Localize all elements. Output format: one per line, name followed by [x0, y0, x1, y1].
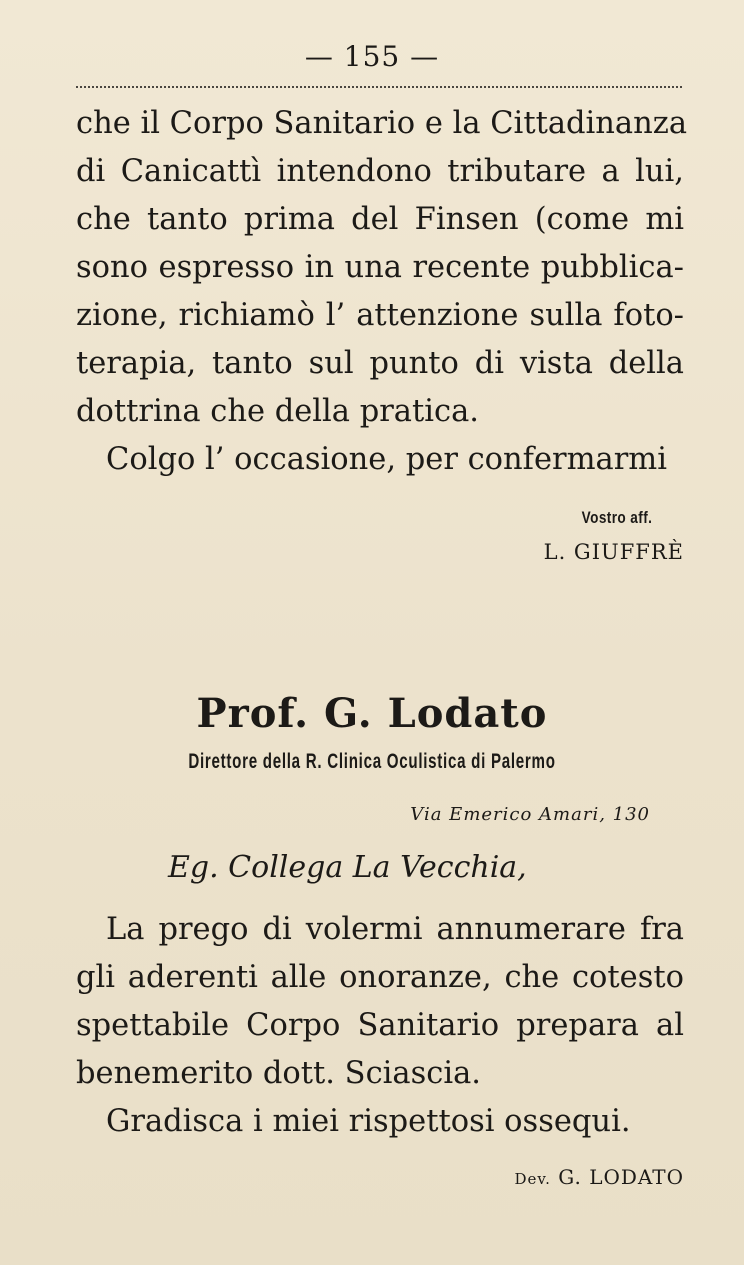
closing-name: G. LODATO: [558, 1165, 684, 1189]
text-line: gli aderenti alle onoranze, che cotesto: [76, 960, 684, 995]
text-line: che tanto prima del Finsen (come mi: [76, 202, 684, 237]
text-line: sono espresso in una recente pubblica-: [76, 250, 684, 285]
letterhead-title: Direttore della R. Clinica Oculistica di Palermo: [188, 750, 556, 773]
address: Via Emerico Amari, 130: [410, 804, 650, 825]
text-line: Colgo l’ occasione, per confermarmi: [106, 442, 667, 477]
text-line: di Canicattì intendono tributare a lui,: [76, 154, 684, 189]
signoff: Vostro aff.: [581, 508, 652, 527]
text-line: La prego di volermi annumerare fra: [106, 912, 684, 947]
text-line: terapia, tanto sul punto di vista della: [76, 346, 684, 381]
letter-giuffre-body: [76, 100, 688, 484]
signature-giuffre: L. GIUFFRÈ: [543, 540, 684, 564]
text-line: che il Corpo Sanitario e la Cittadinanza: [76, 106, 688, 141]
text-line: dottrina che della pratica.: [76, 394, 479, 429]
letterhead-name: Prof. G. Lodato: [196, 690, 548, 737]
closing-signature: [514, 1165, 684, 1189]
text-line: zione, richiamò l’ attenzione sulla foto-: [76, 298, 684, 333]
letter-lodato-body: [76, 906, 684, 1146]
text-line: spettabile Corpo Sanitario prepara al: [76, 1008, 684, 1043]
page-number: — 155 —: [304, 40, 440, 73]
text-line: Gradisca i miei rispettosi ossequi.: [106, 1104, 631, 1139]
salutation: Eg. Collega La Vecchia,: [168, 850, 527, 885]
dotted-divider: [76, 86, 682, 88]
text-line: benemerito dott. Sciascia.: [76, 1056, 481, 1091]
closing-prefix: Dev.: [514, 1170, 551, 1188]
